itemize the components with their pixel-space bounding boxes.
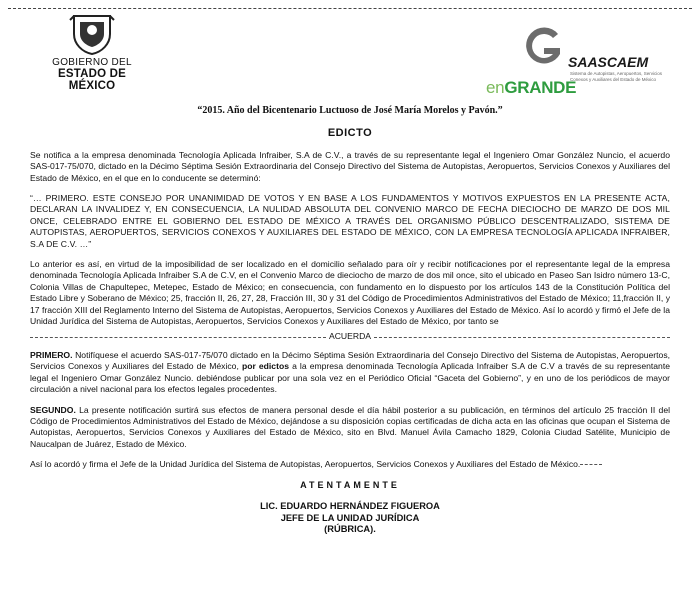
- signature-block: [30, 501, 670, 536]
- primero-paragraph: [30, 350, 670, 396]
- signer-name: LIC. EDUARDO HERNÁNDEZ FIGUEROA: [260, 500, 440, 511]
- document-body: [30, 105, 670, 536]
- intro-paragraph: Se notifica a la empresa denominada Tecnología Aplicada Infraiber, S.A de C.V., a través de su representante legal el Ingeniero Omar González Nuncio, el acuerdo SAS-017-75/070, dictado en la Décimo Séptima Sesión Extraordinaria del Consejo Directivo del Sistema de Autopistas, Aeropuertos, Servicios Conexos y Auxiliares del Estado de México, en el que en lo conducente se determinó:: [30, 149, 670, 183]
- state-coat-of-arms-icon: [66, 12, 118, 56]
- dash-fill-right: [374, 337, 670, 338]
- quoted-resolution: “… PRIMERO. ESTE CONSEJO POR UNANIMIDAD DE VOTOS Y EN BASE A LOS FUNDAMENTOS Y MOTIVOS EXPUESTOS EN LA PRESENTE ACTA, DECLARAN LA INVALIDEZ Y, EN CONSECUENCIA, LA NULIDAD ABSOLUTA DEL CONVENIO MARCO DE FECHA DIECIOCHO DE MARZO DE DOS MIL ONCE, CELEBRADO ENTRE EL GOBIERNO DEL ESTADO DE MÉXICO A TRAVÉS DEL ORGANISMO PÚBLICO DESCENTRALIZADO, SISTEMA DE AUTOPISTAS, AEROPUERTOS, SERVICIOS CONEXOS Y AUXILIARES DEL ESTADO DE MÉXICO, CON LA EMPRESA TECNOLOGÍA APLICADA INFRAIBER, S.A DE C.V. …”: [30, 193, 670, 249]
- engrande-logo: [486, 78, 576, 98]
- primero-text-b: a la empresa denominada Tecnología Aplicada Infraiber S.A de C.V a través de su representante legal el Ingeniero Omar González Nuncio. debiéndose publicar por una sola vez en el Periódico Oficial “Gaceta del Gobierno”, y en uno de los periódicos de mayor circulación a nivel nacional para los efectos legales procedentes.: [30, 361, 671, 395]
- segundo-text: La presente notificación surtirá sus efectos de manera personal desde el día hábil posterior a su publicación, en términos del artículo 25 fracción II del Código de Procedimientos Administrativos del Estado de México, dejándose a su disposición copias certificadas de dicha acta en las oficinas que ocupan el Sistema de Autopistas, Aeropuertos, Servicios Conexos y Auxiliares del Estado de México, sito en Blvd. Manuel Ávila Camacho 1829, Colonia Ciudad Satélite, Municipio de Naucalpan de Juárez, Estado de México.: [30, 404, 671, 449]
- closing-dash: [580, 464, 602, 465]
- gobierno-logo: [42, 12, 142, 92]
- context-text: Lo anterior es así, en virtud de la imposibilidad de ser localizado en el domicilio señalado para oír y recibir notificaciones por el representante legal de la empresa denominada Tecnología Aplicada Infraiber S.A de C.V, en el Convenio Marco de dieciocho de marzo de dos mil once, sito el ubicado en Paseo San Isidro número 13-C, Colonia Villas de Chapultepec, Metepec, Estado de México; en consecuencia, con fundamento en lo dispuesto por los artículos 143 de la Constitución Política del Estado Libre y Soberano de México; 25, fracción II, 26, 27, 28, Fracción III, 30 y 31 del Código de Procedimientos Administrativos del Estado de México; 11,fracción II, y 17 fracción XIII del Reglamento Interno del Sistema de Autopistas, Aeropuertos, Servicios Conexos y Auxiliares del Estado de México. Así lo acordó y firmó el Jefe de la Unidad Jurídica del Sistema de Autopistas, Aeropuertos, Servicios Conexos y Auxiliares del Estado de México, por tanto se: [30, 259, 670, 327]
- acuerda-label: ACUERDA: [328, 330, 372, 341]
- acuerda-divider: [30, 331, 670, 342]
- year-motto: “2015. Año del Bicentenario Luctuoso de José María Morelos y Pavón.”: [197, 105, 503, 116]
- engrande-prefix: en: [486, 78, 505, 97]
- saascaem-brand: SAASCAEM: [568, 54, 649, 70]
- signer-title: JEFE DE LA UNIDAD JURÍDICA: [280, 512, 420, 523]
- segundo-paragraph: [30, 405, 670, 451]
- dash-fill-left: [30, 337, 326, 338]
- primero-label: PRIMERO.: [30, 349, 73, 360]
- top-dashed-rule: [8, 8, 692, 9]
- segundo-label: SEGUNDO.: [30, 404, 76, 415]
- closing-text: Así lo acordó y firma el Jefe de la Unidad Jurídica del Sistema de Autopistas, Aeropuertos, Servicios Conexos y Auxiliares del Estado de México.: [30, 459, 581, 470]
- saascaem-logo-group: [486, 24, 686, 96]
- signer-note: (RÚBRICA).: [324, 524, 376, 535]
- g-logo-icon: [520, 24, 566, 70]
- atentamente: ATENTAMENTE: [300, 479, 400, 490]
- closing-paragraph: [30, 459, 670, 470]
- primero-bold: por edictos: [241, 361, 289, 372]
- letterhead: [0, 12, 700, 100]
- gobierno-line2: ESTADO DE MÉXICO: [57, 68, 127, 92]
- primero-text-a: Notifíquese el acuerdo SAS-017-75/070 dictado en la Décimo Séptima Sesión Extraordinaria del Consejo Directivo del Sistema de Autopistas, Aeropuertos, Servicios Conexos y Auxiliares del Estado de México,: [30, 349, 671, 372]
- document-title: EDICTO: [327, 127, 373, 140]
- context-paragraph: [30, 259, 670, 327]
- gobierno-line1: GOBIERNO DEL: [52, 57, 132, 68]
- engrande-main: GRANDE: [504, 78, 577, 97]
- saascaem-subtitle: Sistema de Autopistas, Aeropuertos, Servicios Conexos y Auxiliares del Estado de México: [570, 71, 663, 82]
